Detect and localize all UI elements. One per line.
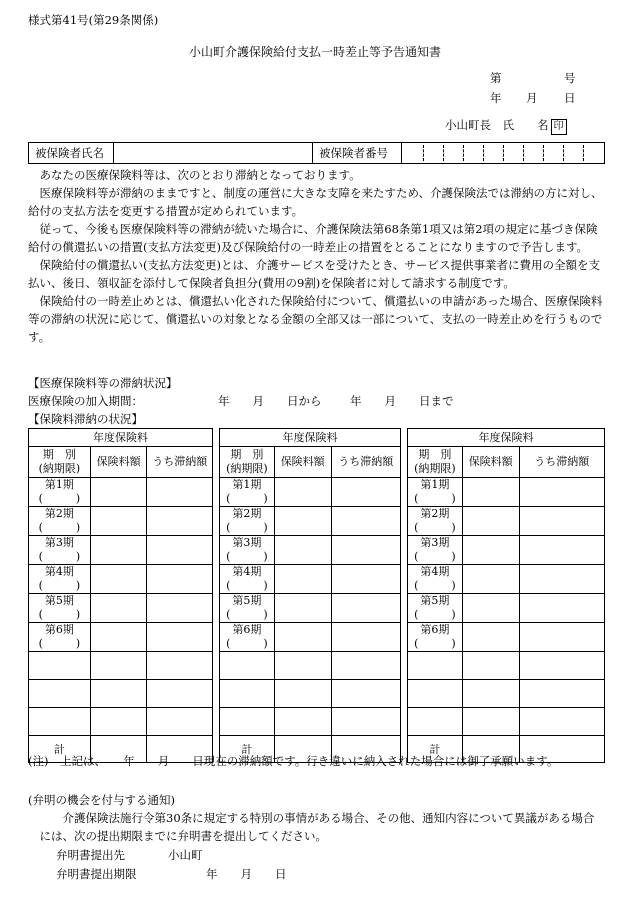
term-header: 期 別 (納期限) (407, 447, 462, 478)
arrears-header: うち滞納額 (519, 447, 604, 478)
term-cell: 第2期 ( ) (407, 507, 462, 536)
term-cell: 第3期 ( ) (407, 536, 462, 565)
term-cell: 第2期 ( ) (219, 507, 274, 536)
period-label: 医療保険の加入期間： (28, 394, 143, 408)
digit-box-divider (523, 145, 524, 161)
amount-cell (274, 478, 331, 507)
explanation-line: 介護保険法施行令第30条に規定する特別の事情がある場合、その他、通知内容について異議がある場合 (62, 811, 595, 825)
body-paragraph: あなたの医療保険料等は、次のとおり滞納となっております。 (39, 168, 361, 182)
amount-cell (90, 536, 147, 565)
destination-value: 小山町 (168, 848, 203, 862)
empty-cell (29, 680, 91, 708)
amount-cell (90, 507, 147, 536)
divider (312, 143, 313, 163)
number-suffix: 号 (564, 71, 576, 85)
amount-cell (90, 565, 147, 594)
digit-box-divider (443, 145, 444, 161)
arrears-cell (147, 536, 213, 565)
empty-cell (29, 652, 91, 680)
arrears-header: うち滞納額 (331, 447, 401, 478)
arrears-cell (519, 507, 604, 536)
arrears-cell (147, 623, 213, 652)
explanation-body (28, 809, 608, 845)
arrears-cell (147, 565, 213, 594)
body-paragraph: 従って、今後も医療保険料等の滞納が続いた場合に、介護保険法第68条第1項又は第2項の規定に基づき保険給付の償還払いの措置(支払方法変更)及び保険給付の一時差止の措置をとることになりますので予告します。 (28, 222, 598, 254)
amount-cell (274, 594, 331, 623)
term-cell: 第5期 ( ) (407, 594, 462, 623)
explanation-line: には、次の提出期限までに弁明書を提出してください。 (39, 829, 327, 843)
term-header: 期 別 (納期限) (219, 447, 274, 478)
destination-label: 弁明書提出先 (56, 848, 125, 862)
form-number: 様式第41号(第29条関係) (28, 13, 159, 27)
digit-box-divider (543, 145, 544, 161)
term-cell: 第1期 ( ) (219, 478, 274, 507)
body-paragraph: 保険給付の償還払い(支払方法変更)とは、介護サービスを受けたとき、サービス提供事業者に費用の全額を支払い、後日、領収証を添付して保険者負担分(費用の9割)を保険者に対して請求する制度です。 (28, 258, 601, 290)
arrears-cell (519, 478, 604, 507)
arrears-cell (519, 594, 604, 623)
arrears-cell (331, 478, 401, 507)
amount-header: 保険料額 (274, 447, 331, 478)
amount-cell (274, 507, 331, 536)
term-header: 期 別 (納期限) (29, 447, 91, 478)
term-cell: 第4期 ( ) (407, 565, 462, 594)
arrears-heading: 【保険料滞納の状況】 (28, 412, 143, 426)
period-from: 年 月 日から (218, 394, 322, 408)
term-cell: 第6期 ( ) (219, 623, 274, 652)
amount-cell (274, 623, 331, 652)
amount-cell (274, 565, 331, 594)
term-cell: 第6期 ( ) (29, 623, 91, 652)
digit-box-divider (503, 145, 504, 161)
divider (113, 143, 114, 163)
digit-box-divider (463, 145, 464, 161)
insured-info-row (28, 142, 605, 164)
divider (401, 143, 402, 163)
amount-cell (90, 623, 147, 652)
amount-cell (90, 478, 147, 507)
digit-box-divider (423, 145, 424, 161)
issuer-name: 小山町長 氏 名 (445, 118, 549, 132)
term-cell: 第6期 ( ) (407, 623, 462, 652)
deadline-row (56, 866, 287, 884)
destination-row (56, 847, 203, 865)
status-heading: 【医療保険料等の滞納状況】 (28, 376, 178, 390)
arrears-cell (147, 478, 213, 507)
amount-cell (462, 594, 519, 623)
insured-name-label: 被保険者氏名 (35, 146, 104, 160)
arrears-cell (147, 594, 213, 623)
deadline-value: 年 月 日 (206, 867, 287, 881)
amount-cell (462, 565, 519, 594)
arrears-cell (331, 507, 401, 536)
arrears-cell (519, 565, 604, 594)
amount-cell (462, 507, 519, 536)
amount-cell (462, 536, 519, 565)
amount-cell (462, 478, 519, 507)
arrears-cell (519, 623, 604, 652)
term-cell: 第5期 ( ) (29, 594, 91, 623)
term-cell: 第2期 ( ) (29, 507, 91, 536)
amount-cell (462, 623, 519, 652)
period-to: 年 月 日まで (350, 394, 454, 408)
digit-box-divider (483, 145, 484, 161)
arrears-cell (147, 507, 213, 536)
explanation-heading: (弁明の機会を付与する通知) (28, 793, 175, 807)
arrears-cell (331, 623, 401, 652)
digit-box-divider (583, 145, 584, 161)
date-year: 年 (490, 91, 502, 105)
term-cell: 第1期 ( ) (407, 478, 462, 507)
arrears-table (28, 428, 605, 763)
insured-number-label: 被保険者番号 (319, 146, 388, 160)
body-paragraph: 医療保険料等が滞納のままですと、制度の運営に大きな支障を来たすため、介護保険法では滞納の方に対し、給付の支払方法を変更する措置が定められています。 (28, 186, 603, 218)
seal-mark: 印 (551, 119, 567, 135)
arrears-cell (331, 565, 401, 594)
number-prefix: 第 (490, 71, 502, 85)
term-cell: 第5期 ( ) (219, 594, 274, 623)
deadline-label: 弁明書提出期限 (56, 867, 137, 881)
empty-cell (29, 708, 91, 736)
term-cell: 第1期 ( ) (29, 478, 91, 507)
arrears-cell (331, 594, 401, 623)
amount-header: 保険料額 (462, 447, 519, 478)
total-label: 計 (29, 736, 91, 763)
term-cell: 第3期 ( ) (219, 536, 274, 565)
fiscal-year-header: 年度保険料 (219, 429, 400, 447)
term-cell: 第4期 ( ) (219, 565, 274, 594)
arrears-cell (519, 536, 604, 565)
amount-cell (274, 536, 331, 565)
document-title: 小山町介護保険給付支払一時差止等予告通知書 (188, 45, 441, 59)
digit-box-divider (563, 145, 564, 161)
arrears-header: うち滞納額 (147, 447, 213, 478)
fiscal-year-header: 年度保険料 (29, 429, 213, 447)
note-text: (注) 上記は、 年 月 日現在の滞納額です。行き違いに納入された場合には御了承願います。 (28, 754, 559, 768)
fiscal-year-header: 年度保険料 (407, 429, 604, 447)
amount-header: 保険料額 (90, 447, 147, 478)
body-paragraph: 保険給付の一時差止めとは、償還払い化された保険給付について、償還払いの申請があった場合、医療保険料等の滞納の状況に応じて、償還払いの対象となる金額の全部又は一部について、支払の一時差止めを行うものです。 (28, 294, 603, 344)
date-month: 月 (526, 91, 538, 105)
notice-body (28, 166, 608, 346)
total-label: 計 (407, 736, 462, 763)
amount-cell (90, 594, 147, 623)
issuer (445, 117, 567, 135)
term-cell: 第4期 ( ) (29, 565, 91, 594)
date-day: 日 (564, 91, 576, 105)
arrears-cell (331, 536, 401, 565)
term-cell: 第3期 ( ) (29, 536, 91, 565)
total-label: 計 (219, 736, 274, 763)
